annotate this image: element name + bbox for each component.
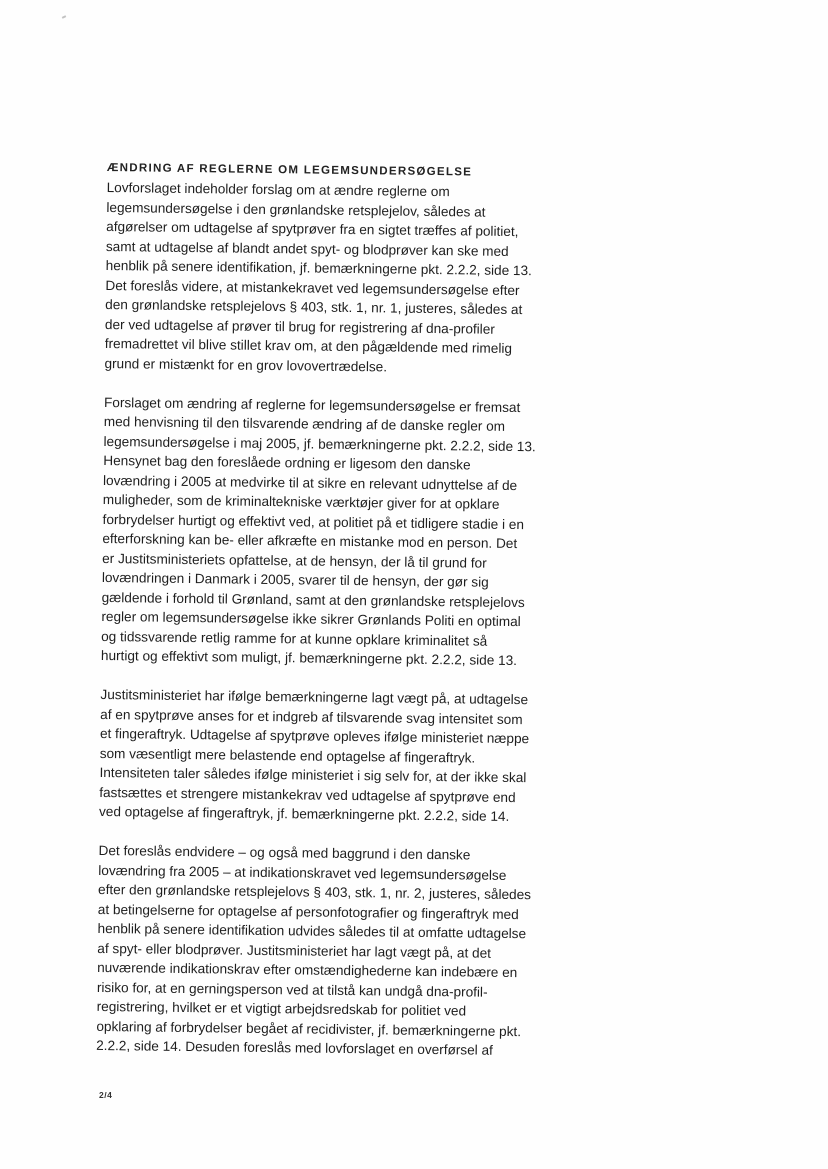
text-line: gældende i forhold til Grønland, samt at den grønlandske retsplejelovs — [101, 589, 525, 610]
text-line: henblik på senere identifikation, jf. bemærkningerne pkt. 2.2.2, side 13. — [105, 257, 532, 279]
section-heading: ÆNDRING AF REGLERNE OM LEGEMSUNDERSØGELSE — [106, 161, 473, 179]
text-line: af en spytprøve anses for et indgreb af tilsvarende svag intensitet som — [100, 706, 523, 727]
text-line: Hensynet bag den foreslåede ordning er ligesom den danske — [103, 452, 471, 473]
text-line: fastsættes et strengere mistankekrav ved udtagelse af spytprøve end — [99, 784, 516, 805]
text-line: Lovforslaget indeholder forslag om at ændre reglerne om — [106, 179, 450, 200]
text-line: efter den grønlandske retsplejelovs § 403, stk. 1, nr. 2, justeres, således — [97, 881, 532, 903]
text-line: fremadrettet vil blive stillet krav om, at den pågældende med rimelig — [104, 335, 513, 356]
text-line: den grønlandske retsplejelovs § 403, stk. 1, nr. 1, justeres, således at — [105, 296, 523, 318]
paragraph-4 — [96, 841, 559, 1061]
page-number: 2/4 — [99, 1090, 113, 1100]
text-line: et fingeraftryk. Udtagelse af spytprøve opleves ifølge ministeriet næppe — [99, 725, 530, 747]
text-line: legemsundersøgelse i maj 2005, jf. bemærkningerne pkt. 2.2.2, side 13. — [103, 433, 536, 454]
text-line: risiko for, at en gerningsperson ved at tilstå kan undgå dna-profil- — [96, 979, 488, 1000]
text-line: lovændring fra 2005 – at indikationskravet ved legemsundersøgelse — [98, 862, 507, 883]
text-line: hurtigt og effektivt som muligt, jf. bemærkningerne pkt. 2.2.2, side 13. — [100, 647, 518, 669]
text-line: regler om legemsundersøgelse ikke sikrer Grønlands Politi en optimal — [101, 608, 521, 630]
text-line: Justitsministeriet har ifølge bemærkningerne lagt vægt på, at udtagelse — [100, 686, 529, 708]
text-line: Det foreslås videre, at mistankekravet ved legemsundersøgelse efter — [105, 277, 520, 298]
text-line: forbrydelser hurtigt og effektivt ved, at politiet på et tidligere stadie i en — [102, 511, 525, 532]
text-line: at betingelserne for optagelse af personfotografier og fingeraftryk med — [97, 901, 519, 922]
text-line: er Justitsministeriets opfattelse, at de hensyn, der lå til grund for — [102, 550, 487, 571]
text-line: og tidssvarende retlig ramme for at kunne opklare kriminalitet så — [101, 628, 488, 649]
text-line: muligheder, som de kriminaltekniske værktøjer giver for at opklare — [102, 491, 500, 512]
text-line: efterforskning kan be- eller afkræfte en mistanke mod en person. Det — [102, 530, 518, 552]
paragraph-1 — [104, 178, 566, 379]
text-line: som væsentligt mere belastende end optagelse af fingeraftryk. — [99, 745, 476, 766]
text-line: lovændring i 2005 at medvirke til at sikre en relevant udnyttelse af de — [102, 472, 518, 493]
text-line: Forslaget om ændring af reglerne for legemsundersøgelse er fremsat — [103, 394, 521, 415]
text-line: grund er mistænkt for en grov lovovertrædelse. — [104, 355, 388, 374]
text-line: Intensiteten taler således ifølge ministeriet i sig selv for, at der ikke skal — [99, 764, 527, 786]
text-line: afgørelser om udtagelse af spytprøver fra en sigtet træffes af politiet, — [106, 218, 519, 240]
text-line: opklaring af forbrydelser begået af recidivister, jf. bemærkningerne pkt. — [96, 1018, 522, 1039]
scan-speck — [62, 15, 66, 19]
paragraph-2 — [101, 392, 564, 671]
text-line: lovændringen i Danmark i 2005, svarer til de hensyn, der gør sig — [101, 569, 489, 590]
text-line: henblik på senere identifikation udvides således til at omfatte udtagelse — [97, 920, 527, 942]
text-line: nuværende indikationskrav efter omstændighederne kan indebære en — [97, 959, 518, 981]
text-line: ved optagelse af fingeraftryk, jf. bemærkningerne pkt. 2.2.2, side 14. — [98, 803, 510, 824]
text-line: med henvisning til den tilsvarende ændring af de danske regler om — [103, 413, 506, 434]
text-line: samt at udtagelse af blandt andet spyt- og blodprøver kan ske med — [105, 238, 509, 259]
text-line: Det foreslås endvidere – og også med baggrund i den danske — [98, 842, 471, 863]
text-line: 2.2.2, side 14. Desuden foreslås med lovforslaget en overførsel af — [96, 1037, 493, 1058]
text-line: registrering, hvilket er et vigtigt arbejdsredskab for politiet ved — [96, 998, 467, 1019]
paragraph-3 — [99, 685, 561, 827]
text-line: af spyt- eller blodprøver. Justitsministeriet har lagt vægt på, at det — [97, 940, 492, 961]
text-line: der ved udtagelse af prøver til brug for registrering af dna-profiler — [104, 316, 495, 337]
document-body — [96, 160, 567, 1061]
text-line: legemsundersøgelse i den grønlandske retsplejelov, således at — [106, 199, 486, 220]
